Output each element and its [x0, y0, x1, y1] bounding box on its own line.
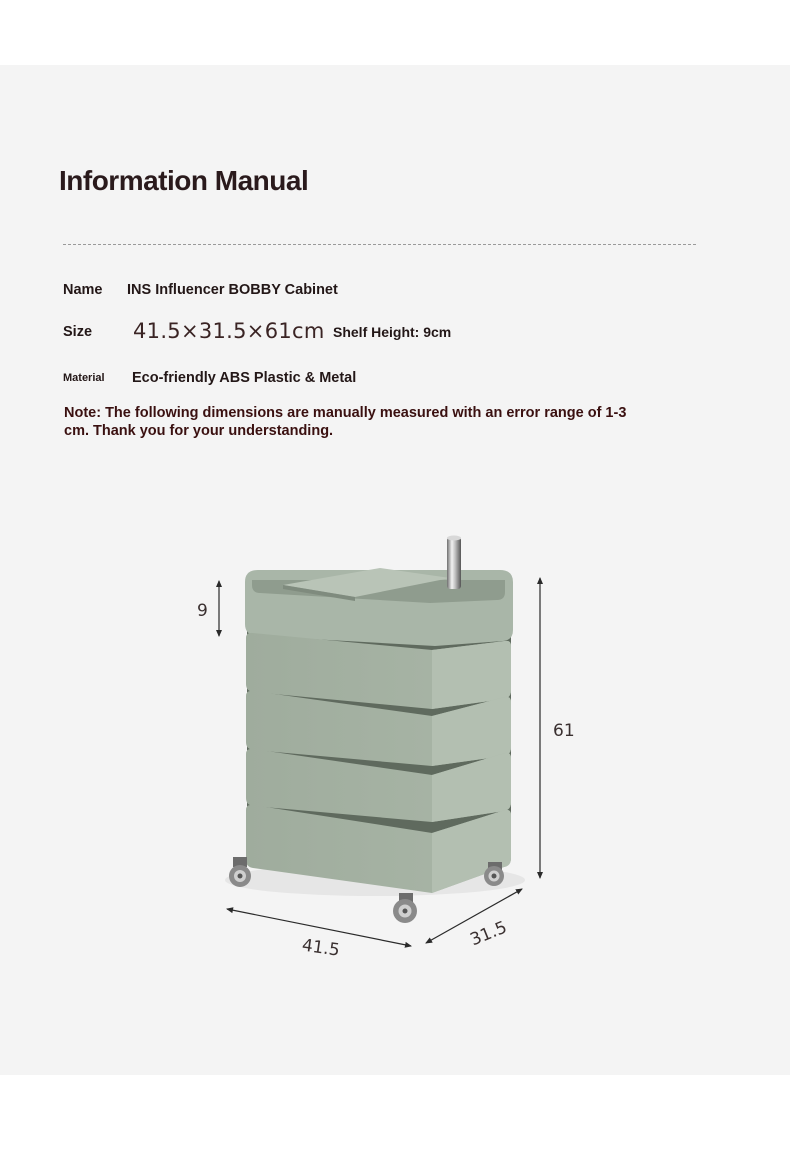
page-title: Information Manual [59, 165, 309, 196]
caster-wheel-icon [393, 893, 417, 923]
width-dimension-label: 41.5 [300, 935, 341, 961]
shelf-height: Shelf Height: 9cm [333, 324, 452, 340]
chrome-handle-icon [447, 536, 461, 590]
shelf-dimension-label: 9 [197, 601, 208, 621]
name-label: Name [63, 282, 103, 298]
height-dimension-label: 61 [553, 721, 575, 741]
top-tray [245, 568, 513, 646]
measurement-note: Note: The following dimensions are manually measured with an error range of 1-3 cm. Thank you for your understanding. [64, 405, 627, 439]
depth-dimension-label: 31.5 [467, 917, 510, 951]
size-value: 41.5×31.5×61cm [133, 319, 325, 343]
material-label: Material [63, 372, 105, 384]
size-label: Size [63, 324, 93, 340]
name-value: INS Influencer BOBBY Cabinet [127, 282, 338, 298]
material-value: Eco-friendly ABS Plastic & Metal [132, 370, 357, 386]
